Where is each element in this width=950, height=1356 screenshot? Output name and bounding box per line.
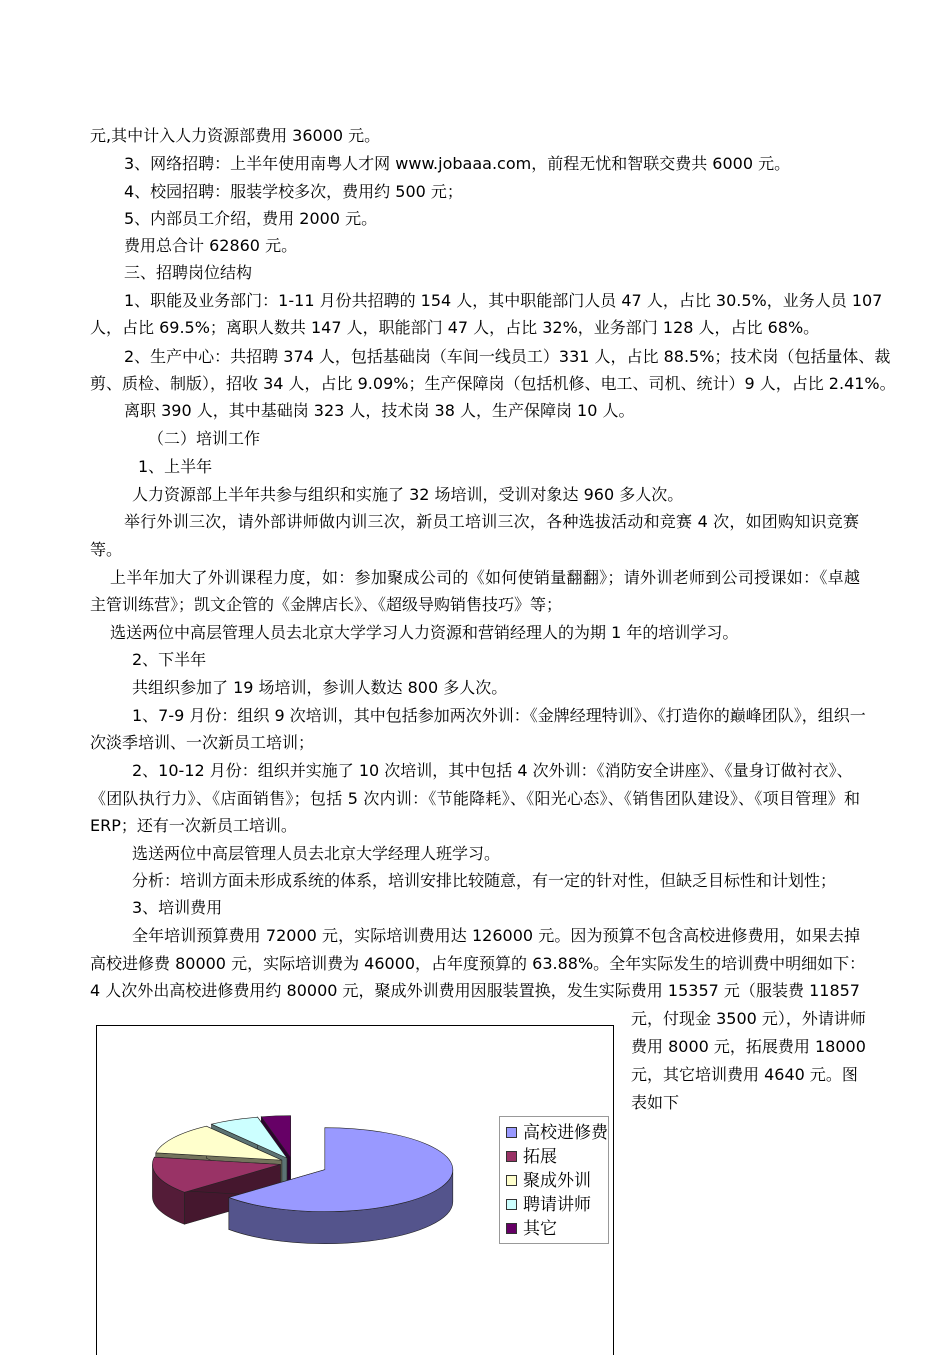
paragraph-line: ERP；还有一次新员工培训。 (90, 816, 297, 835)
legend-entry (506, 1121, 608, 1145)
legend-label: 聚成外训 (523, 1171, 591, 1191)
wrap-text-line: 费用 8000 元，拓展费用 18000 (631, 1037, 866, 1056)
training-cost-pie-chart (96, 1025, 614, 1355)
legend-label: 拓展 (523, 1147, 557, 1167)
paragraph-line: 2、生产中心：共招聘 374 人，包括基础岗（车间一线员工）331 人，占比 88.5%；技术岗（包括量体、裁 (124, 347, 891, 366)
legend-entry (506, 1193, 608, 1217)
paragraph-line: 人，占比 69.5%；离职人数共 147 人，职能部门 47 人，占比 32%，业务部门 128 人，占比 68%。 (90, 318, 820, 337)
section-heading: （二）培训工作 (148, 429, 261, 448)
paragraph-line: 费用总合计 62860 元。 (124, 236, 298, 255)
paragraph-line: 次淡季培训、一次新员工培训； (90, 733, 315, 752)
paragraph-line: 2、10-12 月份：组织并实施了 10 次培训，其中包括 4 次外训：《消防安全讲座》、《量身订做衬衣》、 (132, 761, 853, 780)
legend-label: 聘请讲师 (523, 1195, 591, 1215)
paragraph-line: 上半年加大了外训课程力度，如：参加聚成公司的《如何使销量翻翻》；请外训老师到公司授课如：《卓越 (110, 568, 860, 587)
paragraph-line: 共组织参加了 19 场培训，参训人数达 800 多人次。 (132, 678, 508, 697)
legend-swatch (506, 1127, 517, 1138)
paragraph-line: 5、内部员工介绍，费用 2000 元。 (124, 209, 378, 228)
section-heading: 三、招聘岗位结构 (124, 263, 253, 282)
paragraph-line: 4 人次外出高校进修费用约 80000 元，聚成外训费用因服装置换，发生实际费用 15357 元（服装费 11857 (90, 981, 860, 1000)
legend-entry (506, 1169, 608, 1193)
sub-heading: 1、上半年 (138, 457, 213, 476)
paragraph-line: 4、校园招聘：服装学校多次，费用约 500 元； (124, 182, 463, 201)
paragraph-line: 元,其中计入人力资源部费用 36000 元。 (90, 126, 381, 145)
paragraph-line: 人力资源部上半年共参与组织和实施了 32 场培训，受训对象达 960 多人次。 (132, 485, 684, 504)
paragraph-line: 3、网络招聘：上半年使用南粤人才网 www.jobaaa.com，前程无忧和智联交费共 6000 元。 (124, 154, 791, 173)
paragraph-line: 举行外训三次，请外部讲师做内训三次，新员工培训三次，各种选拔活动和竞赛 4 次，如团购知识竞赛 (124, 512, 859, 531)
legend-label: 高校进修费 (523, 1123, 608, 1143)
paragraph-line: 分析：培训方面未形成系统的体系，培训安排比较随意，有一定的针对性，但缺乏目标性和计划性； (132, 871, 837, 890)
paragraph-line: 选送两位中高层管理人员去北京大学经理人班学习。 (132, 844, 501, 863)
sub-heading: 2、下半年 (132, 650, 207, 669)
wrap-text-line: 元，付现金 3500 元），外请讲师 (631, 1009, 866, 1028)
paragraph-line: 高校进修费 80000 元，实际培训费为 46000，占年度预算的 63.88%。全年实际发生的培训费中明细如下： (90, 954, 866, 973)
legend-entry (506, 1145, 608, 1169)
wrap-text-line: 元，其它培训费用 4640 元。图 (631, 1065, 858, 1084)
paragraph-line: 1、7-9 月份：组织 9 次培训，其中包括参加两次外训：《金牌经理特训》、《打造你的巅峰团队》，组织一 (132, 706, 866, 725)
paragraph-line: 主管训练营》；凯文企管的《金牌店长》、《超级导购销售技巧》等； (90, 595, 563, 614)
paragraph-line: 《团队执行力》、《店面销售》；包括 5 次内训：《节能降耗》、《阳光心态》、《销售团队建设》、《项目管理》和 (90, 789, 860, 808)
legend-swatch (506, 1175, 517, 1186)
chart-legend (499, 1116, 609, 1244)
paragraph-line: 1、职能及业务部门：1-11 月份共招聘的 154 人，其中职能部门人员 47 人，占比 30.5%，业务人员 107 (124, 291, 883, 310)
paragraph-line: 全年培训预算费用 72000 元，实际培训费用达 126000 元。因为预算不包含高校进修费用，如果去掉 (132, 926, 860, 945)
paragraph-line: 剪、质检、制版），招收 34 人，占比 9.09%；生产保障岗（包括机修、电工、司机、统计）9 人，占比 2.41%。 (90, 374, 896, 393)
legend-label: 其它 (523, 1219, 557, 1239)
legend-swatch (506, 1151, 517, 1162)
legend-entry (506, 1217, 608, 1241)
paragraph-line: 离职 390 人，其中基础岗 323 人，技术岗 38 人，生产保障岗 10 人。 (124, 401, 635, 420)
legend-swatch (506, 1199, 517, 1210)
paragraph-line: 选送两位中高层管理人员去北京大学学习人力资源和营销经理人的为期 1 年的培训学习。 (110, 623, 739, 642)
wrap-text-line: 表如下 (631, 1093, 680, 1112)
legend-swatch (506, 1223, 517, 1234)
paragraph-line: 等。 (90, 540, 123, 559)
sub-heading: 3、培训费用 (132, 898, 223, 917)
